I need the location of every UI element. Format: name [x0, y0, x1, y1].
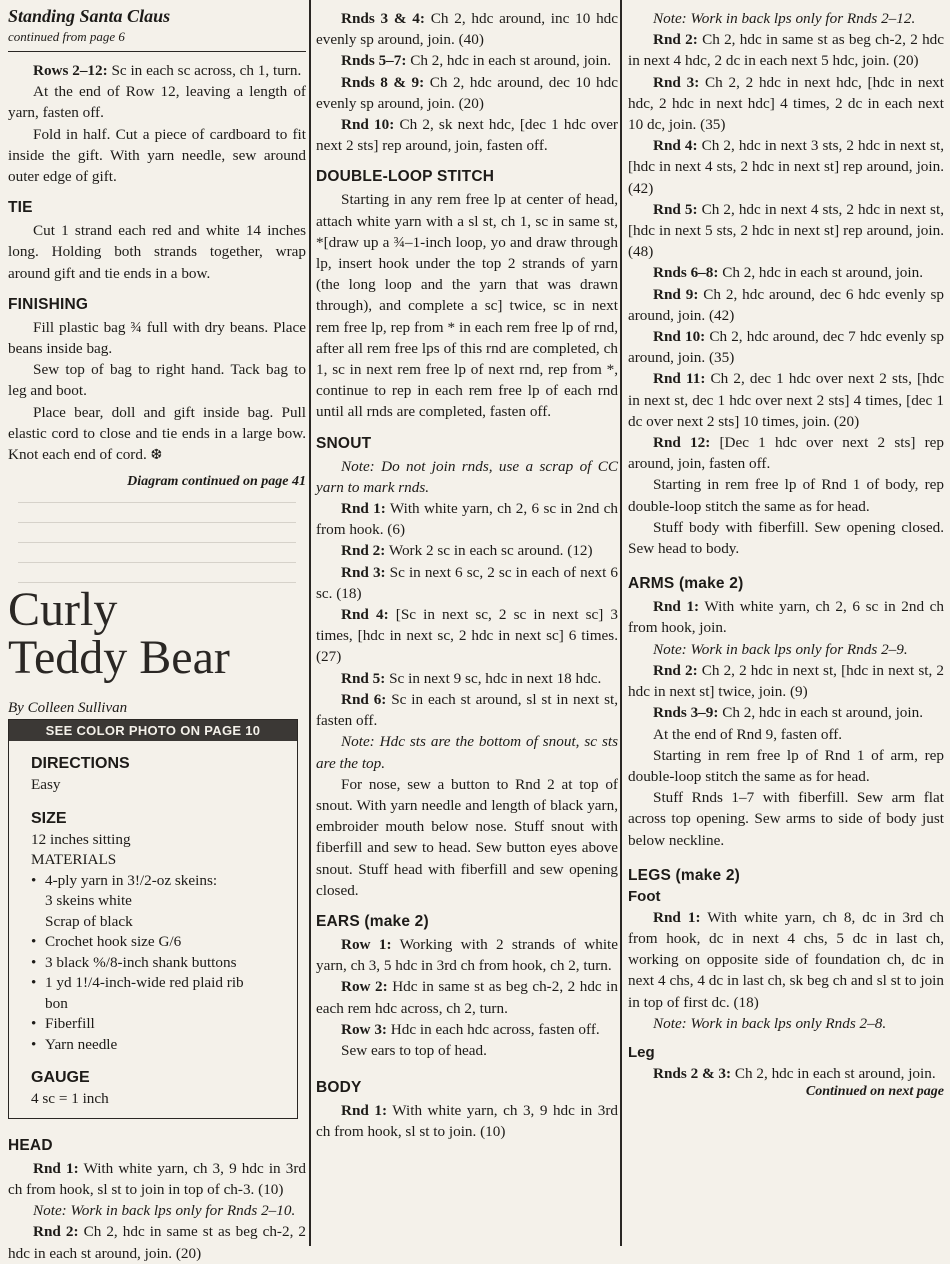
finishing-paragraph-3-text: Place bear, doll and gift inside bag. Pull elastic cord to close and tie ends in a large bow. Knot each end of cord. [8, 403, 306, 464]
head-heading: HEAD [8, 1136, 53, 1154]
body-rnd-1-label: Rnd 1: [341, 1102, 388, 1120]
body-rnds-6-8-text: Ch 2, hdc in each st around, join. [718, 264, 923, 282]
foot-note-label: Note: [653, 1014, 687, 1032]
byline: By Colleen Sullivan [8, 700, 128, 717]
head-rnds-8-9-label: Rnds 8 & 9: [341, 73, 425, 91]
snout-rnd-5 [316, 668, 618, 689]
head-rnds-8-9 [316, 72, 618, 114]
article-title-line-1: Curly [8, 583, 118, 637]
materials-item: bon [45, 994, 68, 1012]
continued-article-title: Standing Santa Claus [8, 6, 171, 26]
arms-note-label: Note: [653, 640, 687, 658]
directions-value: Easy [31, 776, 61, 794]
column-2 [316, 0, 618, 1246]
snout-note-2-label: Note: [341, 733, 375, 751]
snout-note [316, 456, 618, 498]
arms-rnd-2-text: Ch 2, 2 hdc in next st, [hdc in next st, 2 hdc in next st] twice, join. (9) [628, 661, 945, 701]
double-loop-heading: DOUBLE-LOOP STITCH [316, 168, 495, 186]
body-rnd-3-label: Rnd 3: [653, 73, 700, 91]
finishing-paragraph-1: Fill plastic bag ¾ full with dry beans. Place beans inside bag. [8, 318, 306, 358]
body-rnd-4-text: Ch 2, hdc in next 3 sts, 2 hdc in next st, [hdc in next 4 sts, 2 hdc in next st] rep around, join. (42) [628, 137, 944, 197]
snout-rnd-3-label: Rnd 3: [341, 563, 386, 581]
body-heading: BODY [316, 1079, 362, 1097]
head-rnds-5-7 [316, 50, 618, 71]
body-rnd-4 [628, 135, 944, 199]
head-rnds-3-4-text: Ch 2, hdc around, inc 10 hdc evenly sp around, join. (40) [316, 10, 619, 49]
materials-item: • 4-ply yarn in 3!/2-oz skeins: [31, 871, 287, 892]
tie-heading: TIE [8, 199, 33, 217]
body-stuff-text: Stuff body with fiberfill. Sew opening closed. Sew head to body. [628, 518, 944, 558]
leg-rnds-2-3-label: Rnds 2 & 3: [653, 1064, 732, 1082]
body-rnd-11-text: Ch 2, dec 1 hdc over next 2 sts, [hdc in next st, dec 1 hdc over next 2 sts] 4 times, [dec 1 dc over next 2 sts] 10 times, join. (20) [628, 370, 944, 430]
article-title-line-2: Teddy Bear [8, 631, 230, 685]
body-rnd-1-text: With white yarn, ch 3, 9 hdc in 3rd ch from hook, sl st to join. (10) [316, 1102, 618, 1141]
materials-heading: MATERIALS [31, 851, 117, 869]
column-1 [8, 0, 306, 1262]
snout-rnd-4 [316, 604, 618, 668]
gauge-value: 4 sc = 1 inch [31, 1090, 109, 1108]
finishing-heading: FINISHING [8, 295, 89, 313]
snout-rnd-1-label: Rnd 1: [341, 500, 386, 518]
ears-row-2 [316, 976, 618, 1018]
column-3 [628, 0, 944, 1246]
snout-rnd-5-label: Rnd 5: [341, 669, 386, 687]
snout-rnd-3-text: Sc in next 6 sc, 2 sc in each of next 6 sc. (18) [316, 563, 618, 602]
head-rnd-1-label: Rnd 1: [33, 1159, 79, 1177]
head-rnds-3-4 [316, 8, 618, 50]
body-rnd-2 [628, 29, 944, 71]
head-rnds-8-9-text: Ch 2, hdc around, dec 10 hdc evenly sp around, join. (20) [316, 73, 618, 112]
faded-background-lines [8, 494, 306, 586]
snout-rnd-6-label: Rnd 6: [341, 690, 387, 708]
ears-heading: EARS (make 2) [316, 912, 429, 930]
paragraph-cardboard: Fold in half. Cut a piece of cardboard to fit inside the gift. With yarn needle, sew around outer edge of gift. [8, 125, 306, 186]
materials-item: • 3 black %/8-inch shank buttons [31, 953, 287, 974]
body-rnd-5 [628, 199, 944, 263]
body-rnd-10-label: Rnd 10: [653, 328, 706, 346]
body-rnd-1 [316, 1100, 618, 1142]
body-note-text: Work in back lps only for Rnds 2–12. [686, 10, 916, 27]
body-rnd-10-text: Ch 2, hdc around, dec 7 hdc evenly sp around, join. (35) [628, 328, 944, 367]
foot-note-text: Work in back lps only Rnds 2–8. [686, 1014, 887, 1032]
head-rnd-2-text: Ch 2, hdc in same st as beg ch-2, 2 hdc in each st around, join. (20) [8, 1223, 306, 1262]
body-rnd-11 [628, 368, 944, 432]
foot-rnd-1 [628, 907, 944, 1013]
leg-rnds-2-3-text: Ch 2, hdc in each st around, join. [731, 1064, 936, 1082]
head-rnd-1-text: With white yarn, ch 3, 9 hdc in 3rd ch from hook, sl st to join in top of ch-3. (10) [8, 1159, 306, 1198]
ears-row-3-label: Row 3: [341, 1020, 387, 1038]
body-rnd-4-label: Rnd 4: [653, 137, 698, 155]
snout-nose-text: For nose, sew a button to Rnd 2 at top of snout. With yarn needle and length of black yarn, embroider mouth below nose. Stuff snout with fiberfill and sew to head. Sew button eyes above snout. Stuff head with fiberfill and sew opening closed. [316, 775, 618, 899]
body-rnd-5-label: Rnd 5: [653, 200, 698, 218]
head-rnd-1 [8, 1158, 306, 1200]
head-rnds-5-7-text: Ch 2, hdc in each st around, join. [406, 52, 611, 70]
arms-rnd-2 [628, 660, 944, 702]
materials-item: • Yarn needle [31, 1035, 287, 1056]
body-rnd-2-text: Ch 2, hdc in same st as beg ch-2, 2 hdc in next 4 hdc, 2 dc in each next 5 hdc, join. (20) [628, 31, 944, 70]
snout-heading: SNOUT [316, 434, 372, 452]
head-note-label: Note: [33, 1202, 67, 1220]
body-note-label: Note: [653, 10, 687, 27]
finishing-paragraph-3 [8, 402, 306, 467]
ears-row-2-text: Hdc in same st as beg ch-2, 2 hdc in each rem hdc across, ch 2, turn. [316, 978, 618, 1017]
ears-row-3-text: Hdc in each hdc across, fasten off. [386, 1020, 600, 1038]
info-box-content [9, 741, 297, 1118]
size-value: 12 inches sitting [31, 830, 131, 848]
body-rnd-9-label: Rnd 9: [653, 285, 699, 303]
snout-rnd-3 [316, 562, 618, 604]
body-rnd-3 [628, 72, 944, 136]
ears-row-1-text: Working with 2 strands of white yarn, ch 3, 5 hdc in 3rd ch from hook, ch 2, turn. [316, 935, 618, 975]
arms-heading: ARMS (make 2) [628, 575, 744, 593]
body-rnds-6-8 [628, 262, 944, 283]
snout-rnd-2-label: Rnd 2: [341, 542, 386, 560]
body-rnd-9-text: Ch 2, hdc around, dec 6 hdc evenly sp around, join. (42) [628, 285, 944, 324]
head-rnd-2 [8, 1221, 306, 1263]
ears-row-3 [316, 1019, 618, 1040]
snout-rnd-4-text: [Sc in next sc, 2 sc in next sc] 3 times, [hdc in next sc, 2 hdc in next sc] 6 times. (27) [316, 606, 618, 666]
arms-rnd-1 [628, 596, 944, 638]
arms-rnd-1-label: Rnd 1: [653, 598, 700, 616]
materials-item: Scrap of black [45, 912, 133, 930]
materials-item: 3 skeins white [45, 892, 132, 910]
foot-heading: Foot [628, 887, 661, 905]
body-rnd-11-label: Rnd 11: [653, 370, 706, 388]
materials-item: • Fiberfill [31, 1014, 287, 1035]
leg-heading: Leg [628, 1043, 655, 1061]
arms-rnds-3-9 [628, 702, 944, 723]
rows-2-12 [8, 60, 306, 81]
arms-start-text: Starting in rem free lp of Rnd 1 of arm, rep double-loop stitch the same as for head. [628, 746, 944, 785]
gauge-heading: GAUGE [31, 1069, 90, 1087]
rows-2-12-label: Rows 2–12: [33, 62, 108, 79]
column-rule-right [620, 0, 622, 1246]
continued-next-page: Continued on next page [805, 1084, 944, 1100]
snout-rnd-2 [316, 540, 618, 561]
ears-row-2-label: Row 2: [341, 978, 388, 996]
double-loop-text: Starting in any rem free lp at center of head, attach white yarn with a sl st, ch 1, sc in same st, *[draw up a ¾–1-inch loop, yo and draw through lp, insert hook under the top 2 strands of yarn (the long loop and the yarn that was drawn through), and complete a sc] twice, sc in next rem free lp, rep from * in each rem free lp of rnd, after all rem free lps of this rnd are completed, ch 1, sc in next rem free lp of next rnd, rep from *, continue to rep in each rem free lp of each rnd until all rnds are completed, fasten off. [316, 191, 618, 421]
finishing-paragraph-2: Sew top of bag to right hand. Tack bag to leg and boot. [8, 361, 306, 400]
snout-rnd-6-text: Sc in each st around, sl st in next st, fasten off. [316, 690, 618, 730]
article-title [8, 583, 306, 685]
directions-heading: DIRECTIONS [31, 755, 130, 773]
foot-rnd-1-label: Rnd 1: [653, 908, 701, 926]
arms-note-text: Work in back lps only for Rnds 2–9. [686, 640, 908, 658]
color-photo-bar: SEE COLOR PHOTO ON PAGE 10 [9, 720, 297, 741]
snout-note-text: Do not join rnds, use a scrap of CC yarn to mark rnds. [316, 457, 618, 496]
snout-rnd-4-label: Rnd 4: [341, 606, 389, 624]
snout-rnd-2-text: Work 2 sc in each sc around. (12) [385, 542, 593, 560]
paragraph-fasten: At the end of Row 12, leaving a length of yarn, fasten off. [8, 83, 306, 122]
column-rule-left [309, 0, 311, 1246]
header-rule [8, 51, 306, 52]
arms-rnd-1-text: With white yarn, ch 2, 6 sc in 2nd ch from hook, join. [628, 598, 944, 637]
info-box [8, 719, 298, 1119]
snout-note-label: Note: [341, 457, 375, 475]
snout-rnd-6 [316, 689, 618, 731]
diagram-continued-note: Diagram continued on page 41 [127, 474, 306, 490]
arms-note [628, 639, 944, 660]
materials-item: • 1 yd 1!/4-inch-wide red plaid rib [31, 973, 287, 994]
head-rnds-5-7-label: Rnds 5–7: [341, 52, 407, 70]
body-rnd-12-text: [Dec 1 hdc over next 2 sts] rep around, join, fasten off. [628, 434, 945, 473]
arms-stuff-text: Stuff Rnds 1–7 with fiberfill. Sew arm flat across top opening. Sew arms to side of body just below neckline. [628, 789, 944, 849]
ears-sew-text: Sew ears to top of head. [341, 1041, 487, 1059]
body-rnds-6-8-label: Rnds 6–8: [653, 264, 719, 282]
body-rnd-5-text: Ch 2, hdc in next 4 sts, 2 hdc in next st, [hdc in next 5 sts, 2 hdc in next st] rep around, join. (48) [628, 200, 944, 261]
head-note-text: Work in back lps only for Rnds 2–10. [66, 1202, 296, 1220]
body-rnd-2-label: Rnd 2: [653, 31, 698, 49]
body-start-text: Starting in rem free lp of Rnd 1 of body, rep double-loop stitch the same as for head. [628, 476, 944, 515]
body-note [628, 8, 944, 29]
foot-rnd-1-text: With white yarn, ch 8, dc in 3rd ch from hook, dc in next 4 chs, 5 dc in last ch, working on opposite side of foundation ch, dc in next 4 chs, 4 dc in last ch, sk beg ch and sl st to join in top of first dc. (18) [628, 908, 944, 1011]
snout-rnd-1 [316, 498, 618, 540]
body-rnd-12-label: Rnd 12: [653, 434, 711, 452]
rows-2-12-text: Sc in each sc across, ch 1, turn. [107, 62, 302, 79]
body-rnd-10 [628, 326, 944, 368]
head-rnd-10 [316, 114, 618, 156]
head-rnd-2-label: Rnd 2: [33, 1223, 79, 1241]
tie-text: Cut 1 strand each red and white 14 inches long. Holding both strands together, wrap around gift and tie ends in a bow. [8, 222, 306, 282]
arms-rnd-2-label: Rnd 2: [653, 661, 698, 679]
end-mark-icon: ❆ [150, 448, 163, 464]
body-rnd-9 [628, 284, 944, 326]
head-note [8, 1200, 306, 1221]
materials-item: • Crochet hook size G/6 [31, 932, 287, 953]
legs-heading: LEGS (make 2) [628, 866, 741, 884]
snout-rnd-5-text: Sc in next 9 sc, hdc in next 18 hdc. [385, 669, 602, 687]
head-rnd-10-text: Ch 2, sk next hdc, [dec 1 hdc over next 2 sts] rep around, join, fasten off. [316, 116, 618, 155]
materials-list [31, 871, 287, 1056]
ears-row-1 [316, 934, 618, 976]
arms-rnds-3-9-label: Rnds 3–9: [653, 704, 719, 722]
snout-rnd-1-text: With white yarn, ch 2, 6 sc in 2nd ch from hook. (6) [316, 500, 618, 539]
ears-row-1-label: Row 1: [341, 935, 392, 953]
size-heading: SIZE [31, 809, 67, 827]
snout-note-2 [316, 731, 618, 773]
leg-rnds-2-3 [628, 1063, 944, 1084]
head-rnds-3-4-label: Rnds 3 & 4: [341, 10, 425, 27]
body-rnd-12 [628, 432, 944, 474]
arms-rnds-3-9-text: Ch 2, hdc in each st around, join. [718, 704, 923, 722]
arms-end-text: At the end of Rnd 9, fasten off. [653, 725, 843, 743]
body-rnd-3-text: Ch 2, 2 hdc in next hdc, [hdc in next hdc, 2 hdc in next hdc] 4 times, 2 dc in each next 10 dc, join. (35) [628, 73, 944, 134]
foot-note [628, 1013, 944, 1034]
continued-from-note: continued from page 6 [8, 29, 125, 44]
head-rnd-10-label: Rnd 10: [341, 116, 395, 134]
snout-note-2-text: Hdc sts are the bottom of snout, sc sts are the top. [316, 733, 618, 772]
